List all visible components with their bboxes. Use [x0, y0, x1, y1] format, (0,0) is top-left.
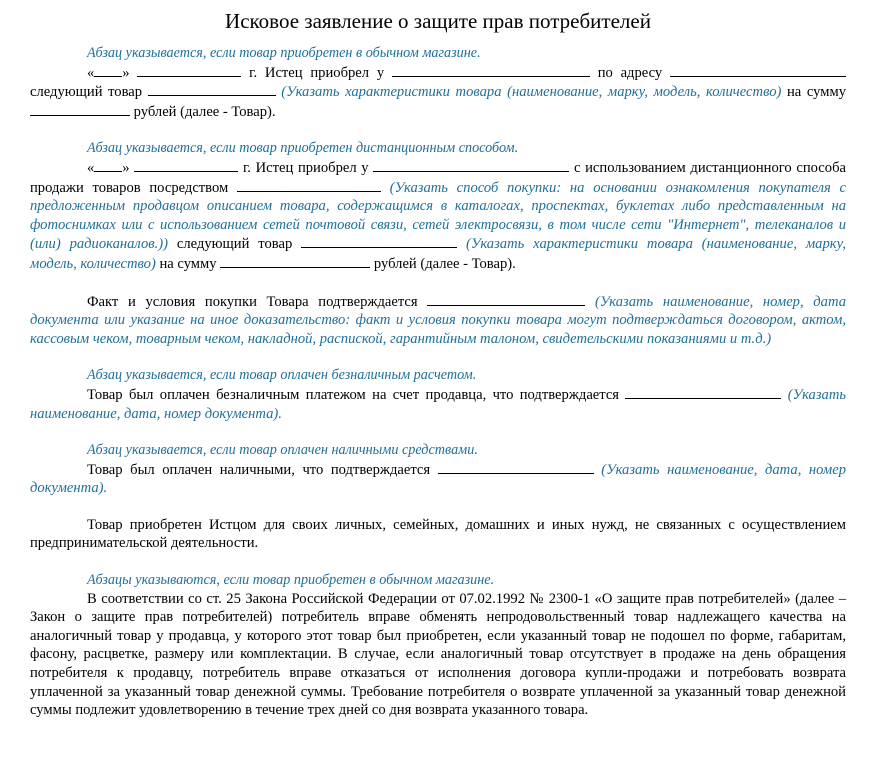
goods-blank[interactable] [301, 234, 457, 248]
hint-cash-payment: Абзац указывается, если товар оплачен наличными средствами. [87, 442, 478, 459]
sum-blank[interactable] [220, 254, 370, 268]
date-blank[interactable] [134, 158, 238, 172]
paragraph-personal-needs: Товар приобретен Истцом для своих личных, семейных, домашних и иных нужд, не связанных с осуществлением предпринимательской деятельности. [30, 516, 846, 552]
paragraph-consumer-law: В соответствии со ст. 25 Закона Российской Федерации от 07.02.1992 № 2300-1 «О защите прав потребителей» (далее – Закон о защите прав потребителей) потребитель вправе обменять непродовольственный товар надлежащего качества на аналогичный товар у продавца, у которого этот товар был приобретен, если указанный товар не подошел по форме, габаритам, фасону, расцветке, размеру или комплектации. В случае, если аналогичный товар отсутствует в продаже на день обращения потребителя к продавцу, потребитель вправе отказаться от исполнения договора купли-продажи и потребовать возврата уплаченной за указанный товар денежной суммы. Требование потребителя о возврате уплаченной за указанный товар денежной суммы подлежит удовлетворению в течение трех дней со дня возврата указанного товара. [30, 590, 846, 719]
hint-ordinary-store-law: Абзацы указываются, если товар приобретен в обычном магазине. [87, 572, 495, 589]
paragraph-cashless-payment: Товар был оплачен безналичным платежом на счет продавца, что подтверждается (Указать наименование, дата, номер документа). [30, 386, 846, 422]
day-blank[interactable] [94, 63, 122, 77]
date-blank[interactable] [137, 63, 241, 77]
payment-doc-blank[interactable] [438, 460, 594, 474]
proof-blank[interactable] [427, 292, 585, 306]
address-blank[interactable] [670, 63, 846, 77]
paragraph-proof-of-purchase: Факт и условия покупки Товара подтверждается (Указать наименование, номер, дата документа или указание на иное доказательство: факт и условия покупки товара могут подтверждаться договором, актом, кассовым чеком, товарным чеком, накладной, распиской, гарантийным талоном, свидетельскими показаниями и т.д.) [30, 293, 846, 347]
seller-blank[interactable] [392, 63, 590, 77]
document-page [30, 0, 846, 720]
day-blank[interactable] [94, 158, 122, 172]
paragraph-cash-payment: Товар был оплачен наличными, что подтверждается (Указать наименование, дата, номер документа). [30, 461, 846, 497]
document-title: Исковое заявление о защите прав потребителей [225, 9, 651, 33]
hint-cashless-payment: Абзац указывается, если товар оплачен безналичным расчетом. [87, 367, 477, 384]
method-blank[interactable] [237, 178, 381, 192]
goods-blank[interactable] [148, 82, 276, 96]
paragraph-purchase-distance: « » г. Истец приобрел у с использованием дистанционного способа продажи товаров посредством (Указать способ покупки: на основании ознакомления покупателя с предложенным продавцом описанием товара, содержащимся в каталогах, проспектах, буклетах либо представленным на фотоснимках или с использованием сетей почтовой связи, сетей электросвязи, в том числе сети "Интернет", телеканалов и (или) радиоканалов.)) следующий товар (Указать характеристики товара (наименование, марку, модель, количество) на сумму рублей (далее - Товар). [30, 159, 846, 272]
hint-ordinary-store: Абзац указывается, если товар приобретен в обычном магазине. [87, 45, 481, 61]
paragraph-purchase-store: « » г. Истец приобрел у по адресу следующий товар (Указать характеристики товара (наименование, марку, модель, количество) на сумму рублей (далее - Товар). [30, 64, 846, 120]
hint-distance-purchase: Абзац указывается, если товар приобретен дистанционным способом. [87, 140, 519, 157]
sum-blank[interactable] [30, 102, 130, 116]
seller-blank[interactable] [373, 158, 569, 172]
payment-doc-blank[interactable] [625, 385, 781, 399]
